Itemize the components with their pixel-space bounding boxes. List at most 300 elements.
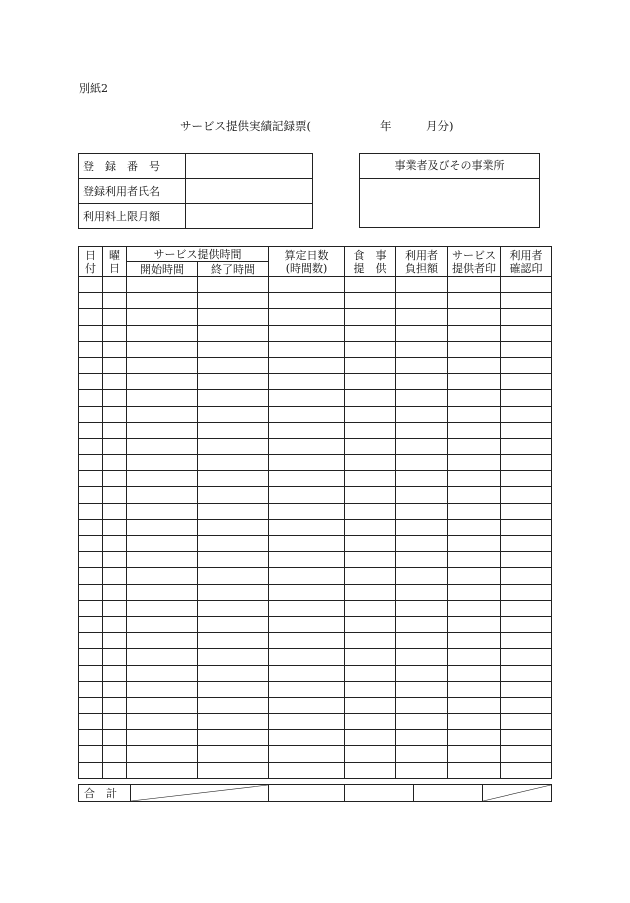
table-row: [79, 600, 552, 616]
calc-days-cell[interactable]: [269, 616, 345, 632]
provider-seal-cell[interactable]: [448, 503, 501, 519]
start-time-cell[interactable]: [127, 697, 198, 713]
user-confirm-cell[interactable]: [501, 455, 552, 471]
start-time-cell[interactable]: [127, 552, 198, 568]
provider-seal-cell[interactable]: [448, 277, 501, 293]
user-confirm-cell[interactable]: [501, 519, 552, 535]
start-time-cell[interactable]: [127, 293, 198, 309]
user-charge-cell[interactable]: [396, 649, 448, 665]
weekday-cell[interactable]: [103, 746, 127, 762]
meal-cell[interactable]: [345, 730, 396, 746]
end-time-cell[interactable]: [198, 519, 269, 535]
user-charge-cell[interactable]: [396, 568, 448, 584]
date-cell[interactable]: [79, 730, 103, 746]
end-time-cell[interactable]: [198, 503, 269, 519]
date-cell[interactable]: [79, 697, 103, 713]
provider-seal-cell[interactable]: [448, 584, 501, 600]
user-charge-cell[interactable]: [396, 616, 448, 632]
user-charge-cell[interactable]: [396, 438, 448, 454]
end-time-cell[interactable]: [198, 325, 269, 341]
user-charge-cell[interactable]: [396, 357, 448, 373]
monthly-cap-field[interactable]: [186, 204, 313, 229]
provider-seal-cell[interactable]: [448, 438, 501, 454]
meal-cell[interactable]: [345, 681, 396, 697]
start-time-cell[interactable]: [127, 471, 198, 487]
user-charge-cell[interactable]: [396, 665, 448, 681]
user-charge-cell[interactable]: [396, 584, 448, 600]
provider-seal-cell[interactable]: [448, 374, 501, 390]
date-cell[interactable]: [79, 600, 103, 616]
provider-seal-cell[interactable]: [448, 616, 501, 632]
date-cell[interactable]: [79, 325, 103, 341]
calc-days-cell[interactable]: [269, 519, 345, 535]
start-time-cell[interactable]: [127, 616, 198, 632]
calc-days-cell[interactable]: [269, 762, 345, 778]
meal-cell[interactable]: [345, 438, 396, 454]
date-cell[interactable]: [79, 552, 103, 568]
user-charge-cell[interactable]: [396, 746, 448, 762]
date-cell[interactable]: [79, 584, 103, 600]
end-time-cell[interactable]: [198, 455, 269, 471]
calc-days-cell[interactable]: [269, 341, 345, 357]
date-cell[interactable]: [79, 746, 103, 762]
user-confirm-cell[interactable]: [501, 293, 552, 309]
header-user-confirm-line2: 確認印: [509, 261, 543, 275]
calc-days-cell[interactable]: [269, 536, 345, 552]
weekday-cell[interactable]: [103, 455, 127, 471]
header-weekday-line2: 日: [109, 261, 120, 275]
user-confirm-cell[interactable]: [501, 568, 552, 584]
start-time-cell[interactable]: [127, 519, 198, 535]
end-time-cell[interactable]: [198, 600, 269, 616]
meal-cell[interactable]: [345, 746, 396, 762]
user-confirm-cell[interactable]: [501, 357, 552, 373]
user-confirm-cell[interactable]: [501, 438, 552, 454]
provider-seal-cell[interactable]: [448, 681, 501, 697]
calc-days-cell[interactable]: [269, 357, 345, 373]
end-time-cell[interactable]: [198, 633, 269, 649]
user-confirm-cell[interactable]: [501, 374, 552, 390]
date-cell[interactable]: [79, 357, 103, 373]
user-charge-cell[interactable]: [396, 633, 448, 649]
table-row: [79, 341, 552, 357]
weekday-cell[interactable]: [103, 357, 127, 373]
end-time-cell[interactable]: [198, 277, 269, 293]
header-end-time: 終了時間: [198, 262, 269, 277]
weekday-cell[interactable]: [103, 293, 127, 309]
weekday-cell[interactable]: [103, 519, 127, 535]
meal-cell[interactable]: [345, 277, 396, 293]
calc-days-cell[interactable]: [269, 422, 345, 438]
user-confirm-cell[interactable]: [501, 600, 552, 616]
user-charge-cell[interactable]: [396, 374, 448, 390]
weekday-cell[interactable]: [103, 730, 127, 746]
end-time-cell[interactable]: [198, 293, 269, 309]
date-cell[interactable]: [79, 277, 103, 293]
user-charge-cell[interactable]: [396, 309, 448, 325]
calc-days-cell[interactable]: [269, 633, 345, 649]
weekday-cell[interactable]: [103, 309, 127, 325]
calc-days-cell[interactable]: [269, 406, 345, 422]
user-confirm-cell[interactable]: [501, 697, 552, 713]
weekday-cell[interactable]: [103, 487, 127, 503]
calc-days-cell[interactable]: [269, 649, 345, 665]
start-time-cell[interactable]: [127, 422, 198, 438]
calc-days-cell[interactable]: [269, 455, 345, 471]
meal-cell[interactable]: [345, 519, 396, 535]
provider-seal-cell[interactable]: [448, 519, 501, 535]
provider-seal-cell[interactable]: [448, 600, 501, 616]
start-time-cell[interactable]: [127, 357, 198, 373]
date-cell[interactable]: [79, 536, 103, 552]
user-confirm-cell[interactable]: [501, 487, 552, 503]
calc-days-cell[interactable]: [269, 584, 345, 600]
end-time-cell[interactable]: [198, 309, 269, 325]
provider-seal-cell[interactable]: [448, 455, 501, 471]
start-time-cell[interactable]: [127, 665, 198, 681]
date-cell[interactable]: [79, 341, 103, 357]
user-charge-cell[interactable]: [396, 341, 448, 357]
user-confirm-cell[interactable]: [501, 633, 552, 649]
date-cell[interactable]: [79, 455, 103, 471]
date-cell[interactable]: [79, 374, 103, 390]
meal-cell[interactable]: [345, 341, 396, 357]
user-confirm-cell[interactable]: [501, 552, 552, 568]
end-time-cell[interactable]: [198, 649, 269, 665]
meal-cell[interactable]: [345, 374, 396, 390]
date-cell[interactable]: [79, 665, 103, 681]
start-time-cell[interactable]: [127, 568, 198, 584]
user-confirm-cell[interactable]: [501, 422, 552, 438]
calc-days-cell[interactable]: [269, 293, 345, 309]
date-cell[interactable]: [79, 438, 103, 454]
user-charge-cell[interactable]: [396, 552, 448, 568]
start-time-cell[interactable]: [127, 503, 198, 519]
table-row: [79, 309, 552, 325]
meal-cell[interactable]: [345, 293, 396, 309]
date-cell[interactable]: [79, 503, 103, 519]
user-charge-cell[interactable]: [396, 293, 448, 309]
date-cell[interactable]: [79, 390, 103, 406]
calc-days-cell[interactable]: [269, 438, 345, 454]
end-time-cell[interactable]: [198, 665, 269, 681]
provider-seal-cell[interactable]: [448, 325, 501, 341]
end-time-cell[interactable]: [198, 697, 269, 713]
weekday-cell[interactable]: [103, 681, 127, 697]
weekday-cell[interactable]: [103, 714, 127, 730]
user-charge-cell[interactable]: [396, 487, 448, 503]
provider-seal-cell[interactable]: [448, 341, 501, 357]
provider-seal-cell[interactable]: [448, 390, 501, 406]
provider-seal-cell[interactable]: [448, 536, 501, 552]
start-time-cell[interactable]: [127, 374, 198, 390]
meal-cell[interactable]: [345, 649, 396, 665]
start-time-cell[interactable]: [127, 600, 198, 616]
start-time-cell[interactable]: [127, 681, 198, 697]
table-row: [79, 487, 552, 503]
weekday-cell[interactable]: [103, 277, 127, 293]
start-time-cell[interactable]: [127, 277, 198, 293]
start-time-cell[interactable]: [127, 746, 198, 762]
end-time-cell[interactable]: [198, 762, 269, 778]
user-confirm-cell[interactable]: [501, 730, 552, 746]
end-time-cell[interactable]: [198, 341, 269, 357]
user-confirm-cell[interactable]: [501, 471, 552, 487]
provider-seal-cell[interactable]: [448, 714, 501, 730]
provider-seal-cell[interactable]: [448, 665, 501, 681]
end-time-cell[interactable]: [198, 406, 269, 422]
date-cell[interactable]: [79, 616, 103, 632]
end-time-cell[interactable]: [198, 390, 269, 406]
meal-cell[interactable]: [345, 309, 396, 325]
weekday-cell[interactable]: [103, 536, 127, 552]
provider-seal-cell[interactable]: [448, 487, 501, 503]
start-time-cell[interactable]: [127, 390, 198, 406]
meal-cell[interactable]: [345, 422, 396, 438]
end-time-cell[interactable]: [198, 714, 269, 730]
weekday-cell[interactable]: [103, 568, 127, 584]
registration-number-label: 登 録 番 号: [79, 154, 186, 179]
start-time-cell[interactable]: [127, 406, 198, 422]
calc-days-cell[interactable]: [269, 325, 345, 341]
meal-cell[interactable]: [345, 762, 396, 778]
user-charge-cell[interactable]: [396, 422, 448, 438]
end-time-cell[interactable]: [198, 568, 269, 584]
date-cell[interactable]: [79, 568, 103, 584]
registration-number-field[interactable]: [186, 154, 313, 179]
meal-cell[interactable]: [345, 616, 396, 632]
calc-days-cell[interactable]: [269, 471, 345, 487]
provider-seal-cell[interactable]: [448, 633, 501, 649]
date-cell[interactable]: [79, 714, 103, 730]
user-charge-cell[interactable]: [396, 714, 448, 730]
weekday-cell[interactable]: [103, 697, 127, 713]
calc-days-cell[interactable]: [269, 487, 345, 503]
calc-days-cell[interactable]: [269, 552, 345, 568]
date-cell[interactable]: [79, 487, 103, 503]
registration-row: [79, 204, 313, 229]
start-time-cell[interactable]: [127, 536, 198, 552]
user-confirm-cell[interactable]: [501, 536, 552, 552]
total-user-charge-cell[interactable]: [414, 785, 483, 802]
calc-days-cell[interactable]: [269, 309, 345, 325]
date-cell[interactable]: [79, 519, 103, 535]
meal-cell[interactable]: [345, 697, 396, 713]
meal-cell[interactable]: [345, 584, 396, 600]
meal-cell[interactable]: [345, 600, 396, 616]
user-confirm-cell[interactable]: [501, 503, 552, 519]
end-time-cell[interactable]: [198, 552, 269, 568]
date-cell[interactable]: [79, 422, 103, 438]
user-confirm-cell[interactable]: [501, 746, 552, 762]
weekday-cell[interactable]: [103, 552, 127, 568]
user-charge-cell[interactable]: [396, 325, 448, 341]
weekday-cell[interactable]: [103, 649, 127, 665]
weekday-cell[interactable]: [103, 633, 127, 649]
end-time-cell[interactable]: [198, 681, 269, 697]
weekday-cell[interactable]: [103, 438, 127, 454]
start-time-cell[interactable]: [127, 633, 198, 649]
end-time-cell[interactable]: [198, 438, 269, 454]
end-time-cell[interactable]: [198, 471, 269, 487]
provider-seal-cell[interactable]: [448, 357, 501, 373]
calc-days-cell[interactable]: [269, 665, 345, 681]
date-cell[interactable]: [79, 649, 103, 665]
end-time-cell[interactable]: [198, 616, 269, 632]
user-charge-cell[interactable]: [396, 600, 448, 616]
calc-days-cell[interactable]: [269, 390, 345, 406]
weekday-cell[interactable]: [103, 374, 127, 390]
calc-days-cell[interactable]: [269, 503, 345, 519]
user-confirm-cell[interactable]: [501, 406, 552, 422]
provider-seal-cell[interactable]: [448, 309, 501, 325]
user-confirm-cell[interactable]: [501, 325, 552, 341]
end-time-cell[interactable]: [198, 374, 269, 390]
date-cell[interactable]: [79, 293, 103, 309]
date-cell[interactable]: [79, 309, 103, 325]
meal-cell[interactable]: [345, 503, 396, 519]
user-charge-cell[interactable]: [396, 390, 448, 406]
weekday-cell[interactable]: [103, 325, 127, 341]
table-row: [79, 762, 552, 778]
provider-seal-cell[interactable]: [448, 293, 501, 309]
meal-cell[interactable]: [345, 357, 396, 373]
weekday-cell[interactable]: [103, 584, 127, 600]
user-confirm-cell[interactable]: [501, 277, 552, 293]
start-time-cell[interactable]: [127, 487, 198, 503]
user-charge-cell[interactable]: [396, 471, 448, 487]
start-time-cell[interactable]: [127, 730, 198, 746]
weekday-cell[interactable]: [103, 390, 127, 406]
weekday-cell[interactable]: [103, 422, 127, 438]
meal-cell[interactable]: [345, 390, 396, 406]
date-cell[interactable]: [79, 471, 103, 487]
provider-seal-cell[interactable]: [448, 649, 501, 665]
start-time-cell[interactable]: [127, 325, 198, 341]
table-row: [79, 374, 552, 390]
user-charge-cell[interactable]: [396, 697, 448, 713]
weekday-cell[interactable]: [103, 600, 127, 616]
user-confirm-cell[interactable]: [501, 649, 552, 665]
provider-seal-cell[interactable]: [448, 568, 501, 584]
meal-cell[interactable]: [345, 471, 396, 487]
calc-days-cell[interactable]: [269, 681, 345, 697]
user-charge-cell[interactable]: [396, 536, 448, 552]
user-charge-cell[interactable]: [396, 519, 448, 535]
calc-days-cell[interactable]: [269, 697, 345, 713]
provider-seal-cell[interactable]: [448, 697, 501, 713]
provider-seal-cell[interactable]: [448, 422, 501, 438]
user-confirm-cell[interactable]: [501, 341, 552, 357]
calc-days-cell[interactable]: [269, 568, 345, 584]
user-confirm-cell[interactable]: [501, 714, 552, 730]
meal-cell[interactable]: [345, 552, 396, 568]
date-cell[interactable]: [79, 681, 103, 697]
start-time-cell[interactable]: [127, 649, 198, 665]
user-charge-cell[interactable]: [396, 455, 448, 471]
calc-days-cell[interactable]: [269, 374, 345, 390]
user-charge-cell[interactable]: [396, 406, 448, 422]
provider-seal-cell[interactable]: [448, 552, 501, 568]
user-name-label: 登録利用者氏名: [79, 179, 186, 204]
end-time-cell[interactable]: [198, 746, 269, 762]
provider-seal-cell[interactable]: [448, 746, 501, 762]
user-confirm-cell[interactable]: [501, 584, 552, 600]
end-time-cell[interactable]: [198, 584, 269, 600]
user-confirm-cell[interactable]: [501, 665, 552, 681]
date-cell[interactable]: [79, 762, 103, 778]
user-confirm-cell[interactable]: [501, 616, 552, 632]
business-field[interactable]: [360, 179, 539, 229]
user-charge-cell[interactable]: [396, 762, 448, 778]
meal-cell[interactable]: [345, 325, 396, 341]
provider-seal-cell[interactable]: [448, 730, 501, 746]
total-meal-cell[interactable]: [345, 785, 414, 802]
start-time-cell[interactable]: [127, 438, 198, 454]
start-time-cell[interactable]: [127, 309, 198, 325]
weekday-cell[interactable]: [103, 762, 127, 778]
user-charge-cell[interactable]: [396, 277, 448, 293]
date-cell[interactable]: [79, 406, 103, 422]
provider-seal-cell[interactable]: [448, 406, 501, 422]
calc-days-cell[interactable]: [269, 600, 345, 616]
user-charge-cell[interactable]: [396, 730, 448, 746]
end-time-cell[interactable]: [198, 536, 269, 552]
user-name-field[interactable]: [186, 179, 313, 204]
meal-cell[interactable]: [345, 714, 396, 730]
weekday-cell[interactable]: [103, 503, 127, 519]
weekday-cell[interactable]: [103, 665, 127, 681]
user-confirm-cell[interactable]: [501, 309, 552, 325]
table-row: [79, 552, 552, 568]
end-time-cell[interactable]: [198, 357, 269, 373]
start-time-cell[interactable]: [127, 762, 198, 778]
date-cell[interactable]: [79, 633, 103, 649]
meal-cell[interactable]: [345, 406, 396, 422]
meal-cell[interactable]: [345, 665, 396, 681]
end-time-cell[interactable]: [198, 487, 269, 503]
end-time-cell[interactable]: [198, 730, 269, 746]
weekday-cell[interactable]: [103, 616, 127, 632]
user-confirm-cell[interactable]: [501, 390, 552, 406]
total-calc-days-cell[interactable]: [269, 785, 345, 802]
table-row: [79, 665, 552, 681]
calc-days-cell[interactable]: [269, 277, 345, 293]
user-confirm-cell[interactable]: [501, 762, 552, 778]
start-time-cell[interactable]: [127, 341, 198, 357]
calc-days-cell[interactable]: [269, 714, 345, 730]
provider-seal-cell[interactable]: [448, 762, 501, 778]
start-time-cell[interactable]: [127, 714, 198, 730]
meal-cell[interactable]: [345, 455, 396, 471]
meal-cell[interactable]: [345, 568, 396, 584]
weekday-cell[interactable]: [103, 471, 127, 487]
calc-days-cell[interactable]: [269, 730, 345, 746]
start-time-cell[interactable]: [127, 455, 198, 471]
user-charge-cell[interactable]: [396, 503, 448, 519]
start-time-cell[interactable]: [127, 584, 198, 600]
end-time-cell[interactable]: [198, 422, 269, 438]
weekday-cell[interactable]: [103, 406, 127, 422]
provider-seal-cell[interactable]: [448, 471, 501, 487]
user-charge-cell[interactable]: [396, 681, 448, 697]
calc-days-cell[interactable]: [269, 746, 345, 762]
user-confirm-cell[interactable]: [501, 681, 552, 697]
meal-cell[interactable]: [345, 633, 396, 649]
meal-cell[interactable]: [345, 487, 396, 503]
weekday-cell[interactable]: [103, 341, 127, 357]
meal-cell[interactable]: [345, 536, 396, 552]
